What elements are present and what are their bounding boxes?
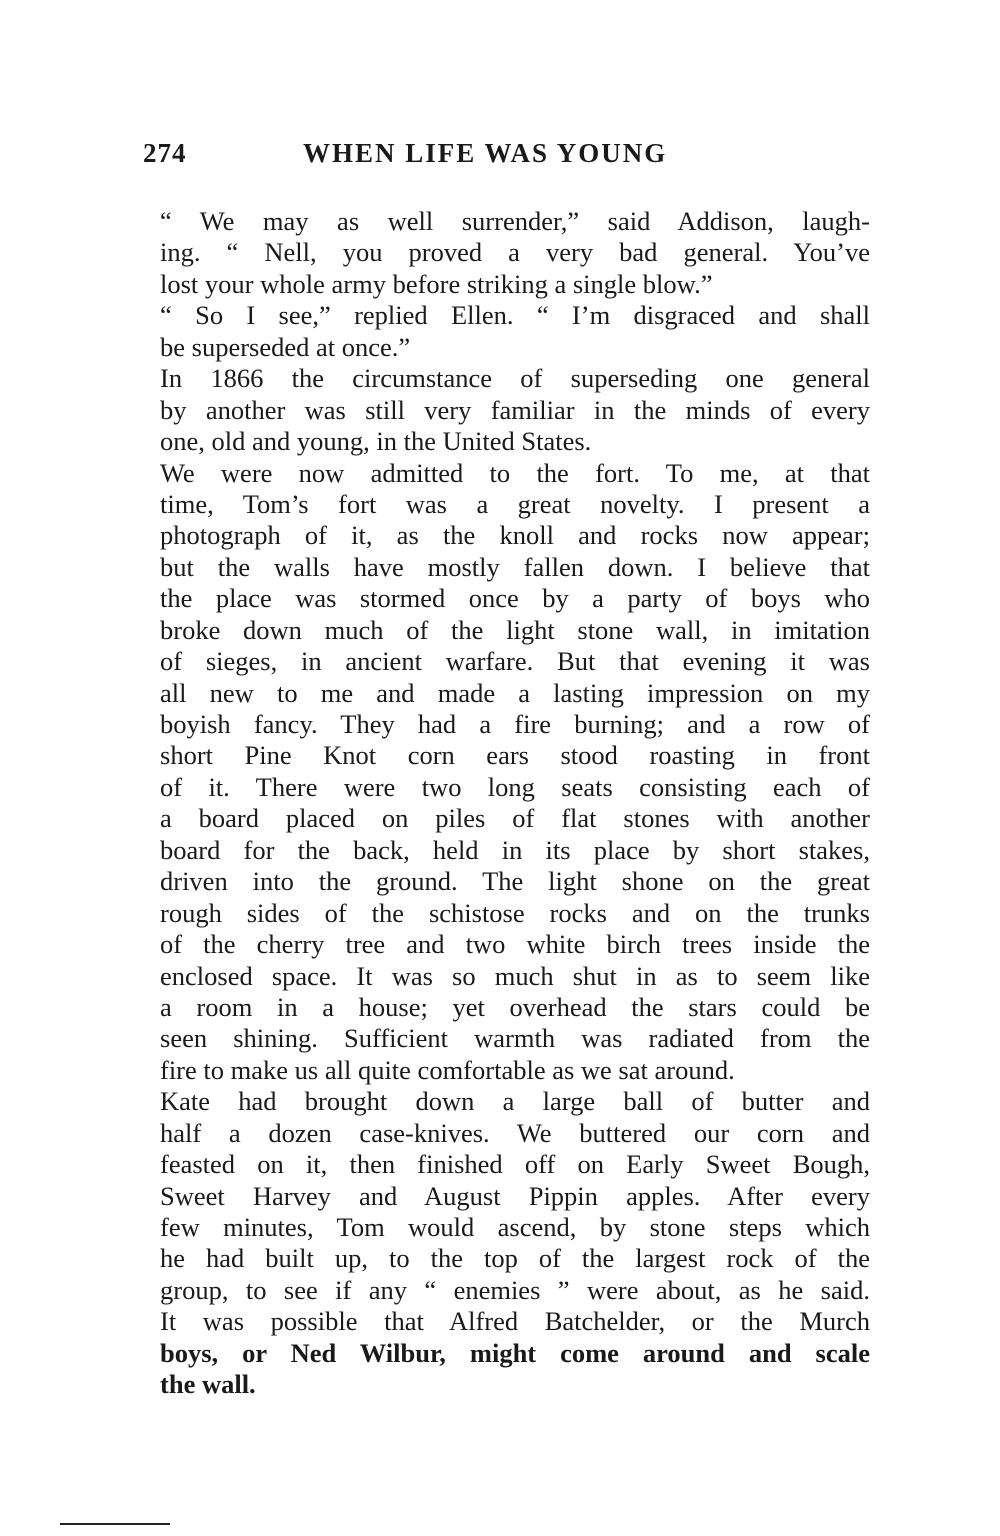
text-line: of sieges, in ancient warfare. But that evening it was [160, 646, 870, 677]
text-line: fire to make us all quite comfortable as we sat around. [160, 1054, 735, 1085]
text-line: photograph of it, as the knoll and rocks now appear; [160, 520, 870, 551]
text-line: We were now admitted to the fort. To me, at that [160, 457, 870, 488]
text-line: of the cherry tree and two white birch trees inside the [160, 929, 870, 960]
text-line: time, Tom’s fort was a great novelty. I present a [160, 488, 870, 519]
text-line: rough sides of the schistose rocks and on the trunks [160, 897, 870, 928]
text-line: enclosed space. It was so much shut in as to seem like [160, 960, 870, 991]
text-line: boys, or Ned Wilbur, might come around and scale [160, 1337, 870, 1368]
text-line: “ We may as well surrender,” said Addison, laugh- [160, 206, 870, 236]
text-line: feasted on it, then finished off on Early Sweet Bough, [160, 1149, 870, 1180]
text-line: lost your whole army before striking a single blow.” [160, 268, 713, 299]
text-line: a board placed on piles of flat stones with another [160, 803, 870, 834]
page-header [143, 138, 873, 178]
text-line: It was possible that Alfred Batchelder, or the Murch [160, 1306, 870, 1337]
text-line: seen shining. Sufficient warmth was radiated from the [160, 1023, 870, 1054]
text-line: of it. There were two long seats consisting each of [160, 771, 870, 802]
text-line: be superseded at once.” [160, 331, 411, 362]
text-line: boyish fancy. They had a fire burning; and a row of [160, 709, 870, 739]
text-line: one, old and young, in the United States. [160, 426, 592, 457]
text-line: short Pine Knot corn ears stood roasting in front [160, 740, 870, 771]
text-line: group, to see if any “ enemies ” were about, as he said. [160, 1274, 870, 1305]
text-line: half a dozen case-knives. We buttered our corn and [160, 1117, 870, 1148]
text-line: the place was stormed once by a party of boys who [160, 583, 870, 614]
body-text [160, 206, 870, 1401]
page-number: 274 [143, 138, 187, 168]
text-line: Sweet Harvey and August Pippin apples. After every [160, 1180, 870, 1211]
text-line: Kate had brought down a large ball of butter and [160, 1086, 870, 1117]
text-line: all new to me and made a lasting impression on my [160, 677, 870, 708]
text-line: broke down much of the light stone wall, in imitation [160, 614, 870, 645]
text-line: board for the back, held in its place by short stakes, [160, 834, 870, 865]
text-line: ing. “ Nell, you proved a very bad general. You’ve [160, 237, 870, 268]
text-line: few minutes, Tom would ascend, by stone steps which [160, 1212, 870, 1242]
footer-rule [60, 1523, 170, 1525]
text-line: but the walls have mostly fallen down. I believe that [160, 551, 870, 582]
text-line: the wall. [160, 1369, 256, 1400]
text-line: “ So I see,” replied Ellen. “ I’m disgraced and shall [160, 300, 870, 331]
text-line: driven into the ground. The light shone on the great [160, 866, 870, 897]
running-head: WHEN LIFE WAS YOUNG [303, 138, 668, 168]
text-line: he had built up, to the top of the largest rock of the [160, 1243, 870, 1274]
text-line: In 1866 the circumstance of superseding one general [160, 363, 870, 394]
text-line: a room in a house; yet overhead the stars could be [160, 991, 870, 1022]
text-line: by another was still very familiar in the minds of every [160, 394, 870, 425]
